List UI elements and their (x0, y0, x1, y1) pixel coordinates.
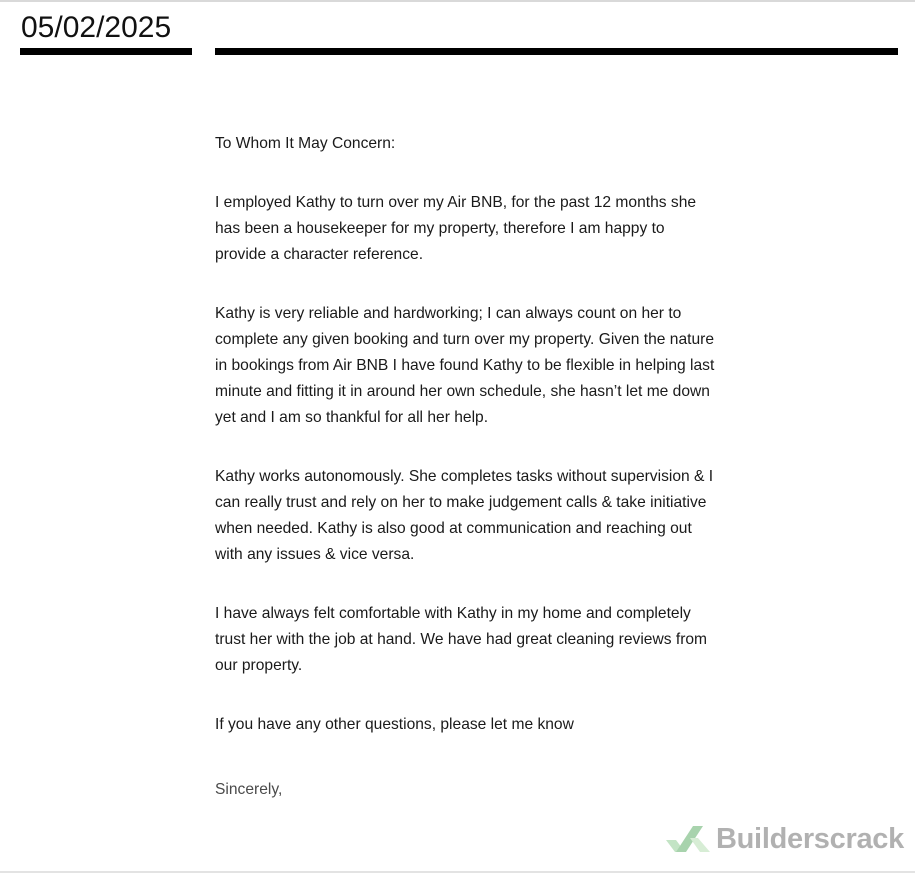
date-underline-rule (20, 48, 192, 55)
builderscrack-logo-icon (666, 826, 710, 852)
letter-paragraph: I have always felt comfortable with Kathy in my home and completely trust her with the job at hand. We have had great cleaning reviews from our property. (215, 605, 708, 674)
letter-paragraph: Kathy works autonomously. She completes tasks without supervision & I can really trust and rely on her to make judgement calls & take initiative when needed. Kathy is also good at communication and reaching out with any issues & vice versa. (215, 468, 714, 563)
watermark-text: Builderscrack (716, 822, 904, 855)
letter-date: 05/02/2025 (21, 11, 172, 44)
letter-closing-line: If you have any other questions, please let me know (215, 716, 574, 733)
builderscrack-watermark (666, 821, 904, 857)
letter-paragraph: Kathy is very reliable and hardworking; I can always count on her to complete any given booking and turn over my property. Given the nature in bookings from Air BNB I have found Kathy to be flexible in helping last minute and fitting it in around her own schedule, she hasn’t let me down yet and I am so thankful for all her help. (215, 305, 715, 426)
letter-signoff: Sincerely, (215, 781, 283, 798)
bottom-border (0, 871, 915, 873)
letter-body (215, 131, 715, 803)
letter-paragraph: I employed Kathy to turn over my Air BNB, for the past 12 months she has been a housekeeper for my property, therefore I am happy to provide a character reference. (215, 194, 697, 263)
header-rule (215, 48, 898, 55)
top-border (0, 0, 915, 2)
letter-salutation: To Whom It May Concern: (215, 135, 396, 152)
